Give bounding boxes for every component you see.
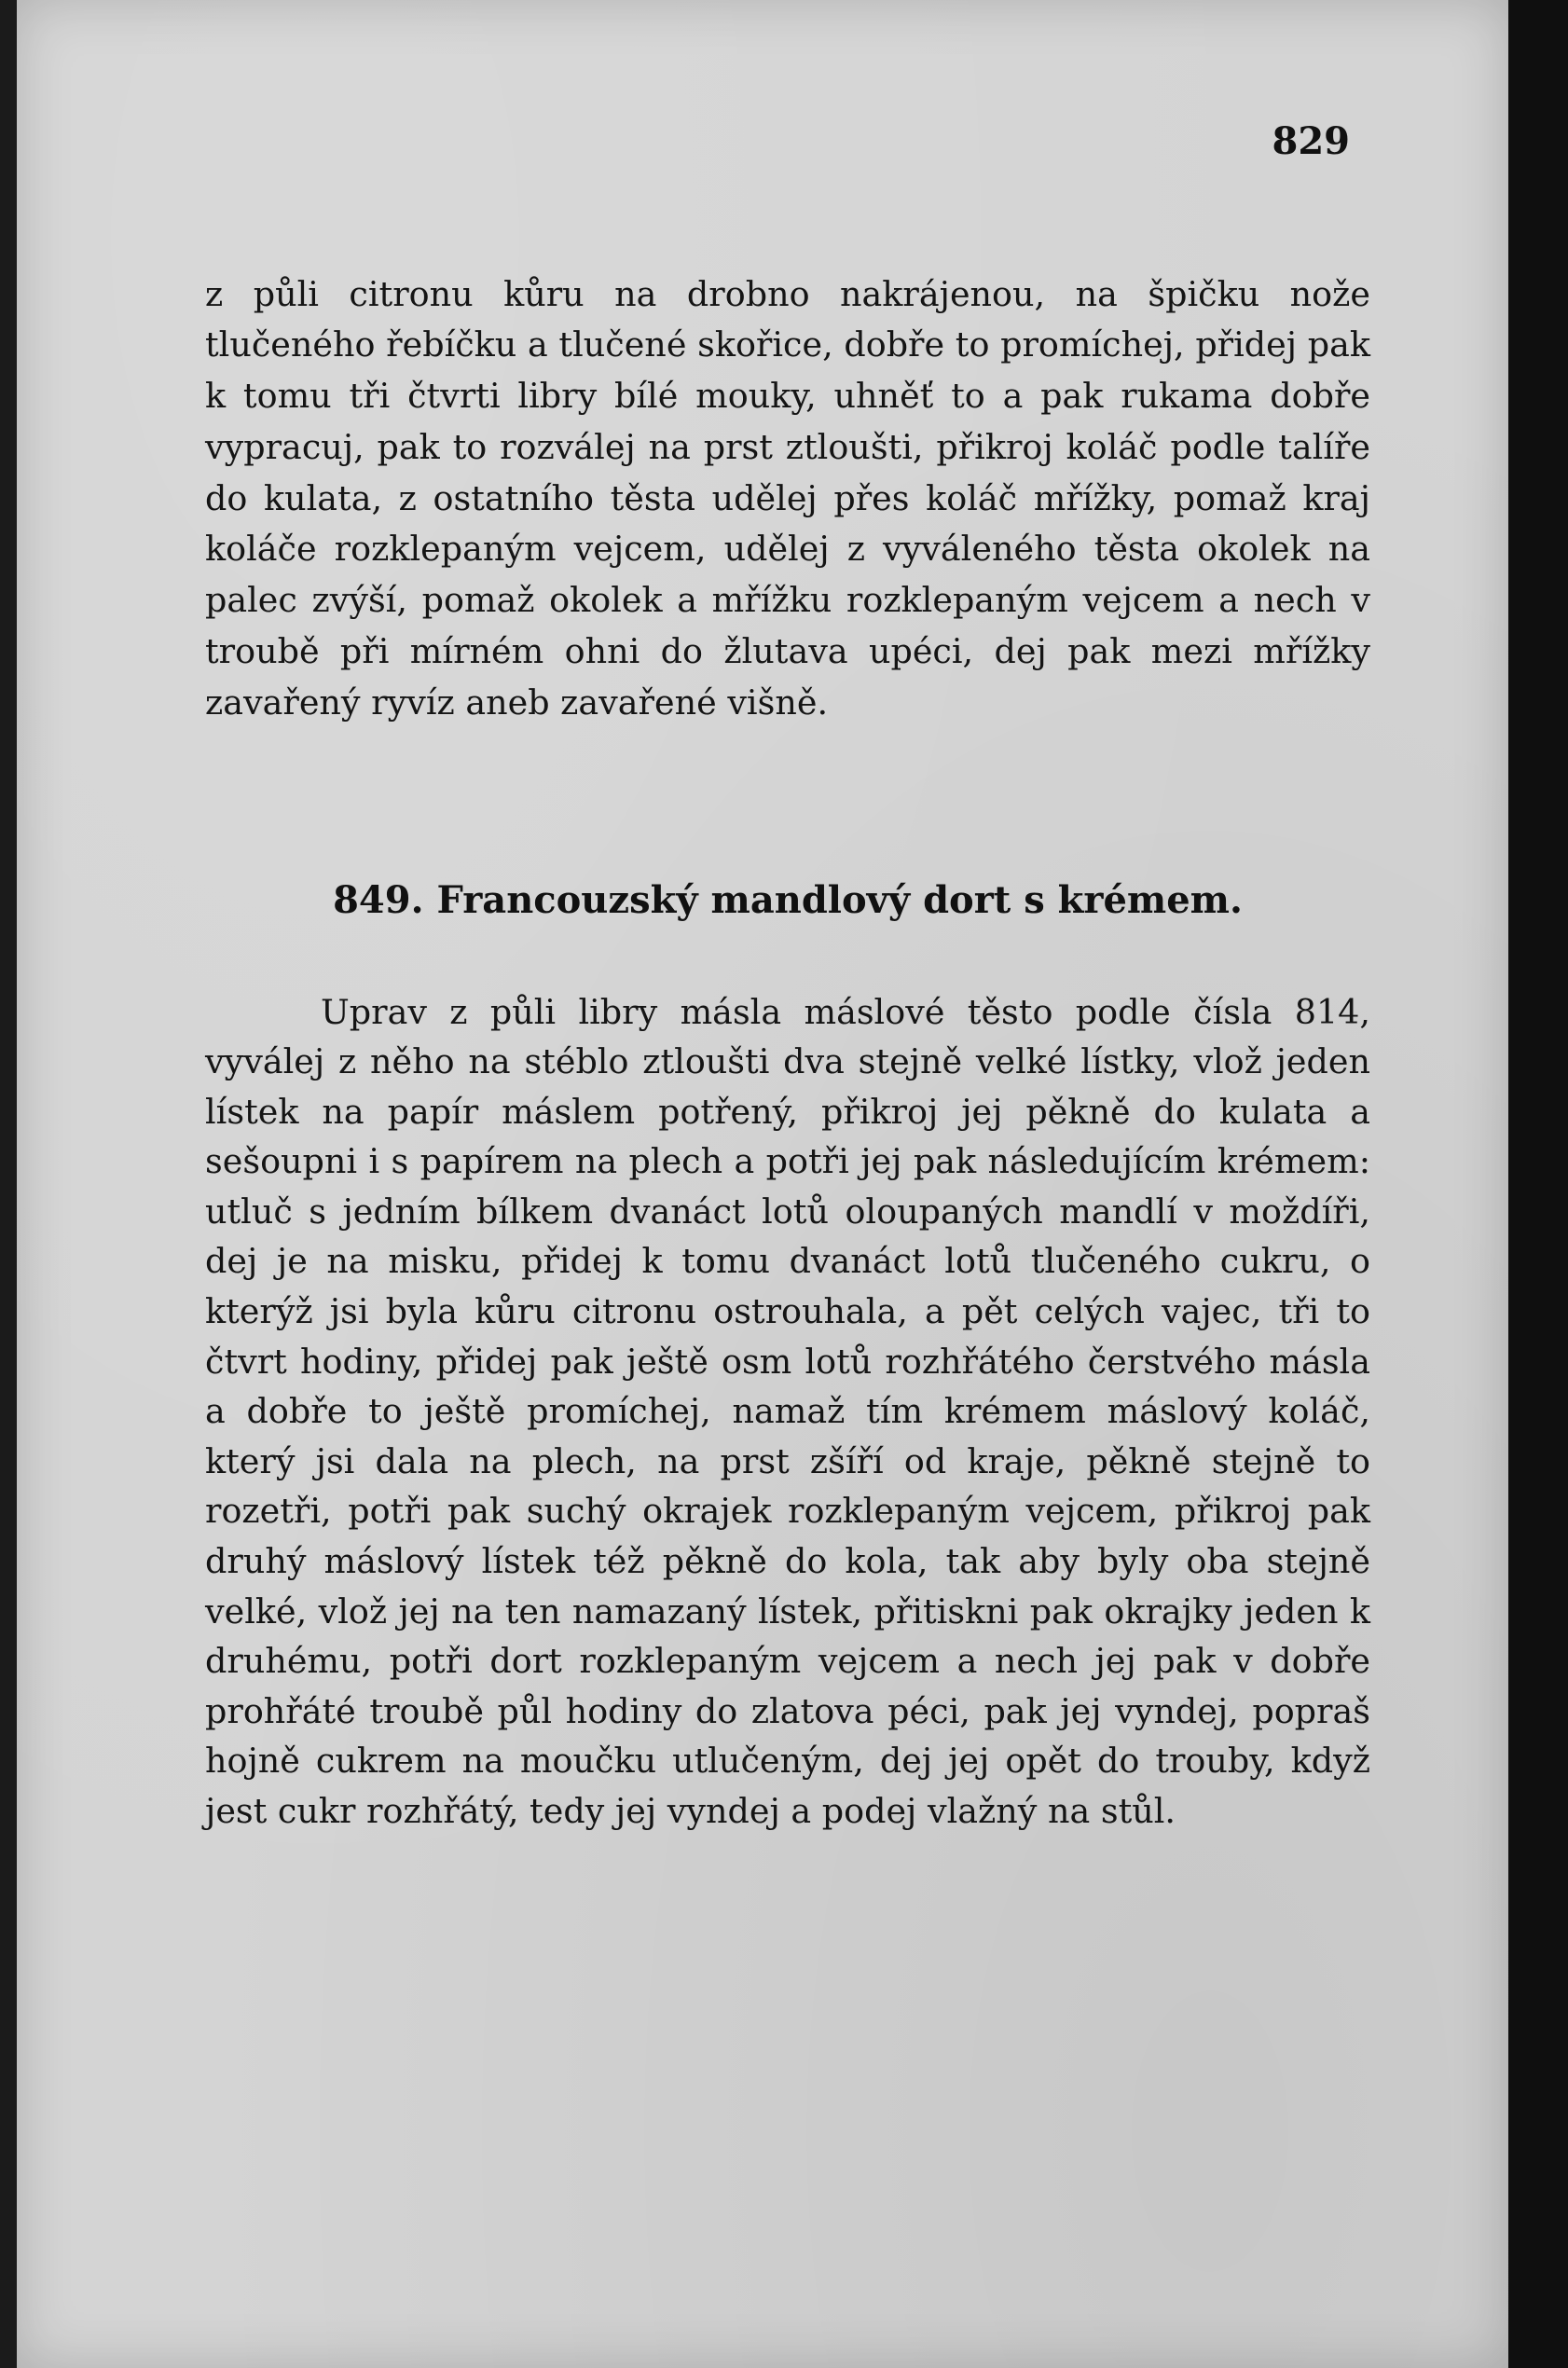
recipe-number: 849. xyxy=(333,878,424,922)
scan-dark-edge xyxy=(1508,0,1568,2368)
book-page xyxy=(17,0,1508,2368)
page-number: 829 xyxy=(1272,119,1350,163)
recipe-title: Francouzský mandlový dort s krémem. xyxy=(436,878,1243,922)
recipe-continuation-paragraph: z půli citronu kůru na drobno nakrájenou, na špičku nože tlučeného řebíčku a tlučené skořice, dobře to promíchej, přidej pak k tomu tři čtvrti libry bílé mouky, uhněť to a pak rukama dobře vypracuj, pak to rozválej na prst ztloušti, přikroj koláč podle talíře do kulata, z ostatního těsta udělej přes koláč mřížky, pomaž kraj koláče rozklepaným vejcem, udělej z vyváleného těsta okolek na palec zvýší, pomaž okolek a mřížku rozklepaným vejcem a nech v troubě při mírném ohni do žlutava upéci, dej pak mezi mřížky zavařený ryvíz aneb zavařené višně. xyxy=(205,273,1370,723)
recipe-body-paragraph: Uprav z půli libry másla máslové těsto podle čísla 814, vyválej z něho na stéblo ztloušti dva stejně velké lístky, vlož jeden lístek na papír máslem potřený, přikroj jej pěkně do kulata a sešoupni i s papírem na plech a potři jej pak následujícím krémem: utluč s jedním bílkem dvanáct lotů oloupaných mandlí v moždíři, dej je na misku, přidej k tomu dvanáct lotů tlučeného cukru, o kterýž jsi byla kůru citronu ostrouhala, a pět celých vajec, tři to čtvrt hodiny, přidej pak ještě osm lotů rozhřátého čerstvého másla a dobře to ještě promíchej, namaž tím krémem máslový koláč, který jsi dala na plech, na prst zšíří od kraje, pěkně stejně to rozetři, potři pak suchý okrajek rozklepaným vejcem, přikroj pak druhý máslový lístek též pěkně do kola, tak aby byly oba stejně velké, vlož jej na ten namazaný lístek, přitiskni pak okrajky jeden k druhému, potři dort rozklepaným vejcem a nech jej pak v dobře prohřáté troubě půl hodiny do zlatova péci, pak jej vyndej, popraš hojně cukrem na moučku utlučeným, dej jej opět do trouby, když jest cukr rozhřátý, tedy jej vyndej a podej vlažný na stůl. xyxy=(205,991,1370,1831)
recipe-heading xyxy=(205,878,1370,922)
